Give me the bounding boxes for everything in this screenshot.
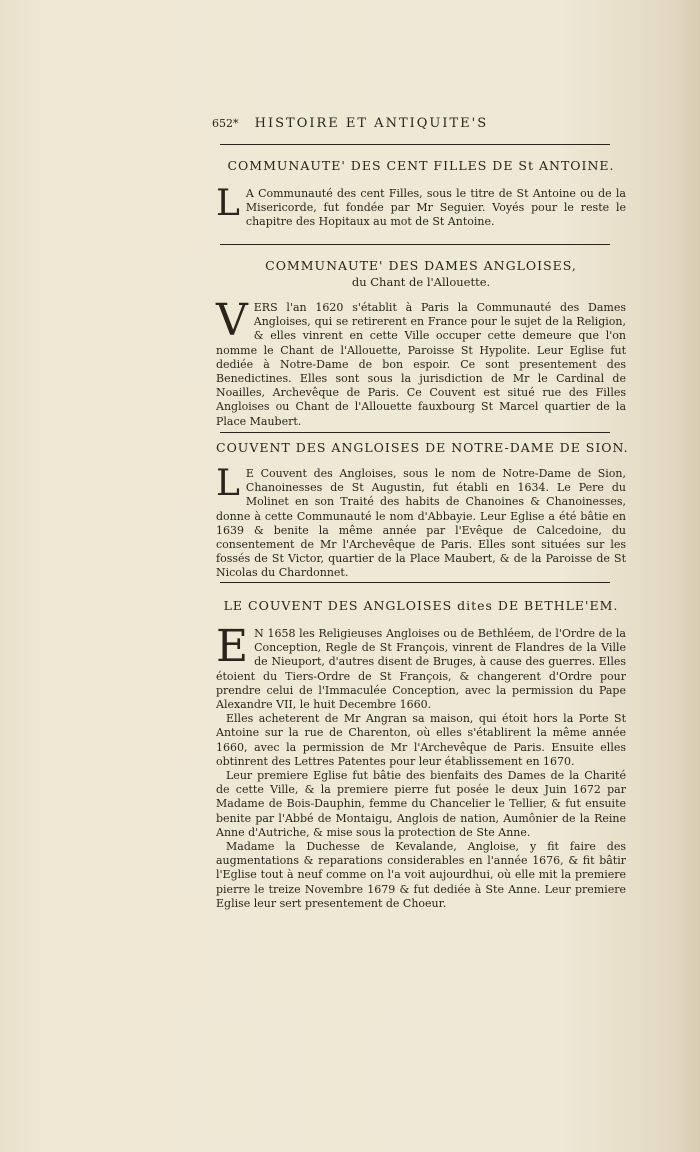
paragraph-3: Leur premiere Eglise fut bâtie des bienfaits des Dames de la Charité de cette Ville, & la premiere pierre fut posée le deux Juin 1672 par Madame de Bois-Dauphin, femme du Chancelier le Tellier, & fut ensuite benite par l'Abbé de Montaigu, Anglois de nation, Aumônier de la Reine Anne d'Autriche, & mise sous la protection de Ste Anne. bbox=[216, 769, 626, 839]
paragraph-4: Madame la Duchesse de Kevalande, Angloise, y fit faire des augmentations & reparations considerables en l'année 1676, & fit bâtir l'Eglise tout à neuf comme on l'a voit aujourdhui, où elle mit la premiere pierre le treize Novembre 1679 & fut dediée à Ste Anne. Leur premiere Eglise leur sert presentement de Choeur. bbox=[216, 840, 626, 910]
section-bethleem bbox=[216, 598, 626, 911]
section-title: LE COUVENT DES ANGLOISES dites DE BETHLE'EM. bbox=[223, 598, 619, 613]
section-rule bbox=[220, 582, 610, 583]
header-rule bbox=[220, 144, 610, 145]
drop-cap: L bbox=[216, 463, 240, 504]
section-dames-angloises bbox=[216, 258, 626, 429]
drop-cap: L bbox=[216, 183, 240, 224]
paragraph-2: Elles acheterent de Mr Angran sa maison, qui étoit hors la Porte St Antoine sur la rue de Charenton, où elles s'établirent la même année 1660, avec la permission de Mr l'Archevêque de Paris. Ensuite elles obtinrent des Lettres Patentes pour leur établissement en 1670. bbox=[216, 712, 626, 768]
drop-cap: V bbox=[216, 295, 248, 346]
section-cent-filles bbox=[216, 158, 626, 230]
section-notre-dame-de-sion bbox=[216, 440, 629, 581]
section-text: ERS l'an 1620 s'établit à Paris la Communauté des Dames Angloises, qui se retirerent en France pour le sujet de la Religion, & elles vinrent en cette Ville occuper cette demeure que l'on nomme le Chant de l'Allouette, Paroisse St Hypolite. Leur Eglise fut dediée à Notre-Dame de bon espoir. Ce sont presentement des Benedictines. Elles sont sous la jurisdiction de Mr le Cardinal de Noailles, Archevêque de Paris. Ce Couvent est situé rue des Filles Angloises ou Chant de l'Allouette fauxbourg St Marcel quartier de la Place Maubert. bbox=[216, 301, 626, 428]
section-title: COMMUNAUTE' DES DAMES ANGLOISES, bbox=[265, 258, 577, 273]
section-subtitle: du Chant de l'Allouette. bbox=[351, 275, 491, 289]
page-number: 652* bbox=[212, 117, 239, 130]
running-head bbox=[212, 116, 626, 131]
section-text: E Couvent des Angloises, sous le nom de Notre-Dame de Sion, Chanoinesses de St Augustin, fut établi en 1634. Le Pere du Molinet en son Traité des habits de Chanoines & Chanoinesses, donne à cette Communauté le nom d'Abbayie. Leur Eglise a été bâtie en 1639 & benite la même année par l'Evêque de Calcedoine, du consentement de Mr l'Archevêque de Paris. Elles sont situées sur les fossés de St Victor, quartier de la Place Maubert, & de la Paroisse de St Nicolas du Chardonnet. bbox=[216, 467, 626, 580]
section-rule bbox=[220, 244, 610, 245]
running-title: HISTOIRE ET ANTIQUITE'S bbox=[254, 116, 489, 131]
drop-cap: E bbox=[216, 621, 249, 672]
section-text: A Communauté des cent Filles, sous le titre de St Antoine ou de la Misericorde, fut fondée par Mr Seguier. Voyés pour le reste le chapitre des Hopitaux au mot de St Antoine. bbox=[245, 187, 626, 229]
section-rule bbox=[220, 432, 610, 433]
paragraph-1: N 1658 les Religieuses Angloises ou de Bethléem, de l'Ordre de la Conception, Regle de St François, vinrent de Flandres de la Ville de Nieuport, d'autres disent de Bruges, à cause des guerres. Elles étoient du Tiers-Ordre de St François, & changerent d'Ordre pour prendre celui de l'Immaculée Conception, avec la permission du Pape Alexandre VII, le huit Decembre 1660. bbox=[216, 627, 626, 712]
section-title: COMMUNAUTE' DES CENT FILLES DE St ANTOINE. bbox=[227, 158, 615, 173]
section-title: COUVENT DES ANGLOISES DE NOTRE-DAME DE SION. bbox=[216, 440, 629, 455]
